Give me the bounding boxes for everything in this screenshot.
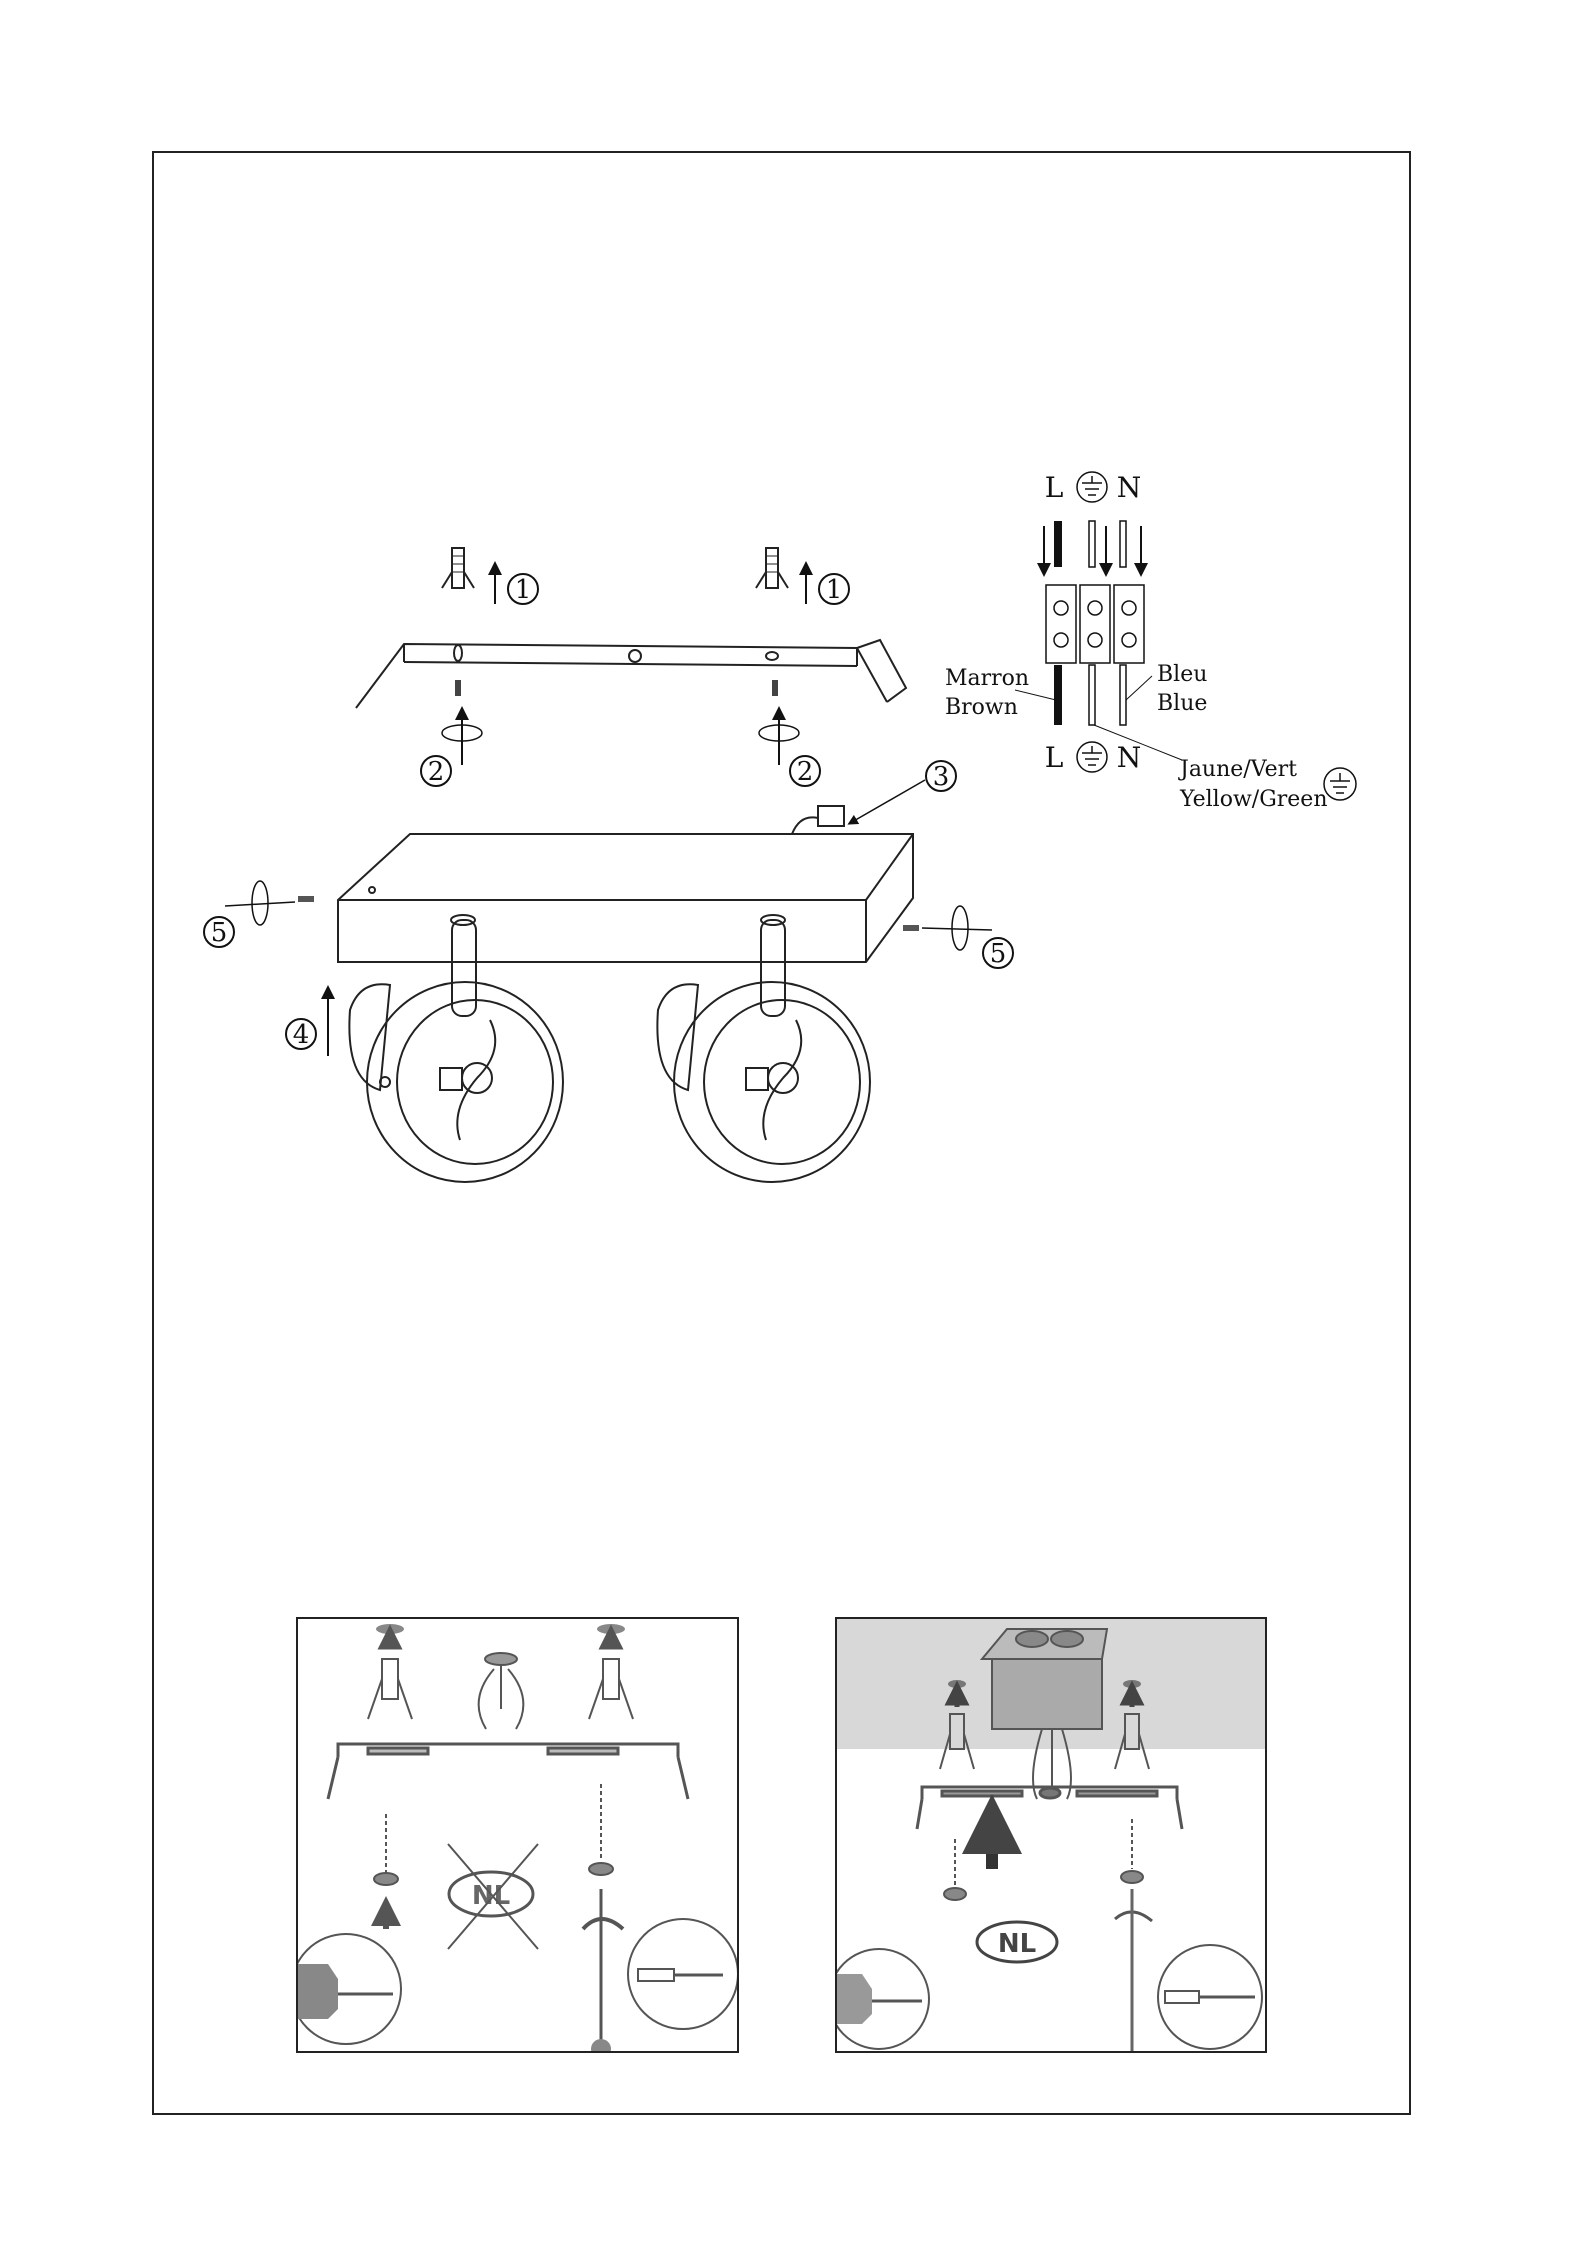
step-number: 2: [796, 757, 814, 787]
earth-wire-label-fr: Jaune/Vert: [1180, 757, 1297, 782]
terminal-label-N-bottom: N: [1116, 741, 1142, 774]
blue-wire-label-fr: Bleu: [1157, 662, 1208, 687]
light-fixture-body: [338, 806, 913, 962]
install-panel-junction-box: [835, 1617, 1267, 2053]
wall-plug-icon: [589, 1659, 633, 1719]
step-number: 1: [825, 575, 843, 605]
nl-badge: [977, 1922, 1057, 1962]
nl-badge-text: NL: [997, 1929, 1037, 1959]
screw-icon: [903, 906, 992, 950]
wall-plug-icon: [756, 548, 788, 588]
wall-plug-icon: [442, 548, 474, 588]
earth-symbol-icon: [1324, 768, 1356, 800]
mounting-bracket: [328, 1744, 688, 1799]
screw-icon: [442, 680, 482, 765]
step-number: 5: [210, 918, 228, 948]
screw-icon: [225, 881, 314, 925]
step-number: 3: [932, 762, 950, 792]
screw-icon: [1121, 1819, 1143, 1883]
step-badge: [421, 756, 451, 787]
step-number: 4: [292, 1020, 310, 1050]
brown-wire-label-en: Brown: [945, 695, 1018, 720]
install-panel-direct: [296, 1617, 739, 2053]
step-number: 1: [514, 575, 532, 605]
mounting-bracket: [917, 1787, 1182, 1829]
step-badge: [819, 574, 849, 605]
screwdriver-icon: [628, 1919, 737, 2029]
step-badge: [204, 917, 234, 948]
earth-symbol-icon: [1077, 472, 1107, 502]
step-number: 5: [989, 939, 1007, 969]
wiring-diagram: [945, 471, 1356, 812]
brown-wire-label-fr: Marron: [945, 666, 1030, 691]
pointer-line: [852, 780, 925, 822]
step-badge: [983, 938, 1013, 969]
step-badge: [508, 574, 538, 605]
terminal-label-L-bottom: L: [1044, 741, 1064, 774]
rotate-arrow-icon: [583, 1919, 623, 1929]
step-badge: [286, 1019, 316, 1050]
screw-icon: [944, 1839, 966, 1900]
earth-wire-label-en: Yellow/Green: [1180, 787, 1328, 812]
spotlight-head: [657, 915, 870, 1182]
drill-icon: [837, 1949, 929, 2049]
wall-plug-icon: [368, 1659, 412, 1719]
terminal-label-N-top: N: [1116, 471, 1142, 504]
step-number: 2: [427, 757, 445, 787]
rotate-arrow-icon: [952, 906, 968, 950]
nl-badge-text: NL: [471, 1881, 511, 1911]
screw-icon: [759, 680, 799, 765]
spotlight-head: [349, 915, 563, 1182]
screwdriver-icon: [1158, 1945, 1262, 2049]
drill-icon: [298, 1934, 401, 2044]
step-badge: [926, 761, 956, 792]
mounting-bracket: [356, 640, 906, 708]
screw-icon: [589, 1784, 613, 1875]
step-badge: [790, 756, 820, 787]
blue-wire-label-en: Blue: [1157, 691, 1208, 716]
nl-badge-crossed: [448, 1844, 538, 1949]
junction-box: [982, 1629, 1107, 1799]
screw-icon: [374, 1814, 398, 1885]
terminal-label-L-top: L: [1044, 471, 1064, 504]
earth-symbol-icon: [1077, 742, 1107, 772]
